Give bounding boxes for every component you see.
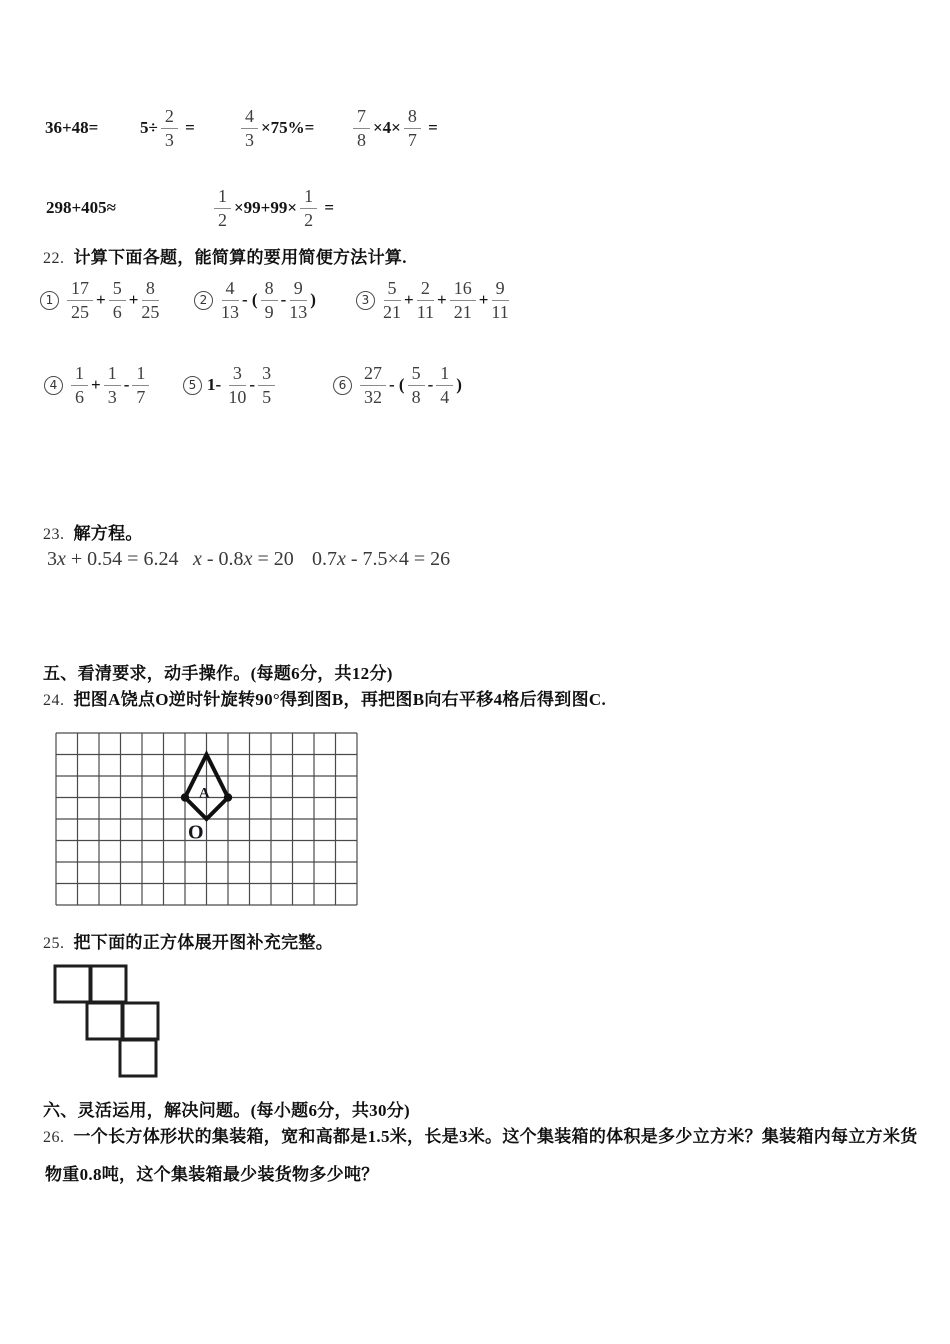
math-text: - [249,375,256,394]
grid-svg [55,732,358,906]
grid-label-A: A [198,785,210,802]
math-text: + [404,290,414,309]
math-expression [140,99,195,157]
question-text: 把图A饶点O逆时针旋转90°得到图B，再把图B向右平移4格后得到图C. [73,690,607,709]
question-26-line1 [43,1122,918,1147]
question-23-header [43,519,143,544]
kite-vertex-dot [181,793,189,801]
math-text: ) [456,375,462,394]
math-text: ×75%= [261,118,315,137]
math-text: - [123,375,130,394]
question-22-item [40,271,162,329]
question-22-header [43,243,407,268]
circled-number: 5 [183,376,202,395]
math-text: + [96,290,106,309]
question-22-item [194,271,316,329]
math-expression [211,179,334,237]
net-square [120,1040,156,1076]
math-expression [238,99,314,157]
math-text: + [128,290,139,309]
math-text: + [478,290,489,309]
question-26-line2 [45,1160,379,1185]
question-22-item [333,356,462,414]
circled-number: 4 [44,376,63,395]
grid-label-O: O [187,821,204,844]
math-text: ×4× [373,118,401,137]
question-title: 计算下面各题，能简算的要用简便方法计算. [73,248,407,267]
fraction: $\frac{2}{11}$ [416,278,435,322]
math-text: ) [310,290,316,309]
circled-number: 1 [40,291,59,310]
fraction: $\frac{3}{5}$ [258,363,275,406]
question-text: 一个长方体形状的集装箱，宽和高都是1.5米，长是3米。这个集装箱的体积是多少立方米？集装箱内每立方米货 [73,1127,918,1146]
math-text: + [91,375,101,394]
question-number: 26. [43,1129,65,1146]
grid-figure [55,732,358,911]
fraction: $\frac{2}{3}$ [161,106,178,149]
math-text: 5÷ [140,118,158,137]
fraction: $\frac{1}{6}$ [71,363,88,406]
fraction: $\frac{27}{32}$ [360,363,386,406]
fraction: $\frac{1}{3}$ [104,363,121,406]
circled-number: 2 [194,291,213,310]
math-text: = [320,198,334,217]
math-text: = [180,118,195,137]
math-expression [46,179,116,237]
fraction: $\frac{16}{21}$ [450,278,476,321]
math-text: - [280,290,287,309]
math-expression [350,99,438,157]
fraction: $\frac{5}{6}$ [109,278,126,321]
question-number: 24. [43,692,65,709]
question-number: 23. [43,526,65,543]
math-text: 1- [207,375,226,394]
kite-vertex-dot [224,793,232,801]
net-square [122,1003,158,1039]
equation: x - 0.8x = 20 [193,548,294,570]
math-expression [45,99,98,157]
math-text: 36+48= [45,118,99,137]
math-text: 298+405≈ [46,198,117,217]
circled-number: 6 [333,376,352,395]
circled-number: 3 [356,291,375,310]
equation: 0.7x - 7.5×4 = 26 [312,548,451,570]
net-square [90,966,126,1002]
cube-net-svg [53,964,160,1078]
question-number: 22. [43,250,65,267]
question-title: 把下面的正方体展开图补充完整。 [73,933,333,952]
section-6-heading: 六、灵活运用，解决问题。(每小题6分，共30分) [43,1101,411,1120]
section-5-heading: 五、看清要求，动手操作。(每题6分，共12分) [43,664,393,683]
fraction: $\frac{4}{13}$ [221,278,239,322]
fraction: $\frac{3}{10}$ [228,363,247,407]
question-22-item [183,356,278,414]
question-22-item [44,356,152,414]
cube-net-figure [53,964,160,1083]
math-text: - ( [389,375,405,394]
math-text: - [427,375,434,394]
fraction: $\frac{9}{11}$ [491,278,509,322]
fraction: $\frac{7}{8}$ [353,106,370,149]
question-24-text [43,685,606,710]
fraction: $\frac{1}{2}$ [300,186,317,229]
fraction: $\frac{1}{4}$ [436,363,453,406]
net-square [55,966,91,1002]
equation: 3x + 0.54 = 6.24 [47,548,179,570]
fraction: $\frac{1}{2}$ [214,186,231,229]
question-title: 解方程。 [73,524,143,543]
fraction: $\frac{9}{13}$ [289,278,308,322]
question-25-header [43,928,333,953]
fraction: $\frac{4}{3}$ [241,106,258,149]
fraction: $\frac{8}{9}$ [261,278,278,321]
question-number: 25. [43,935,65,952]
fraction: $\frac{8}{25}$ [141,278,160,322]
math-text: + [437,290,447,309]
net-square [87,1003,123,1039]
fraction: $\frac{8}{7}$ [404,106,421,149]
question-22-item [356,271,512,329]
math-text: = [423,118,438,137]
math-text: ×99+99× [234,198,298,217]
fraction: $\frac{5}{8}$ [408,363,425,406]
fraction: $\frac{1}{7}$ [132,363,149,406]
fraction: $\frac{5}{21}$ [383,278,401,322]
fraction: $\frac{17}{25}$ [67,278,93,321]
question-text: 物重0.8吨，这个集装箱最少装货物多少吨？ [45,1165,379,1184]
math-text: - ( [242,290,258,309]
